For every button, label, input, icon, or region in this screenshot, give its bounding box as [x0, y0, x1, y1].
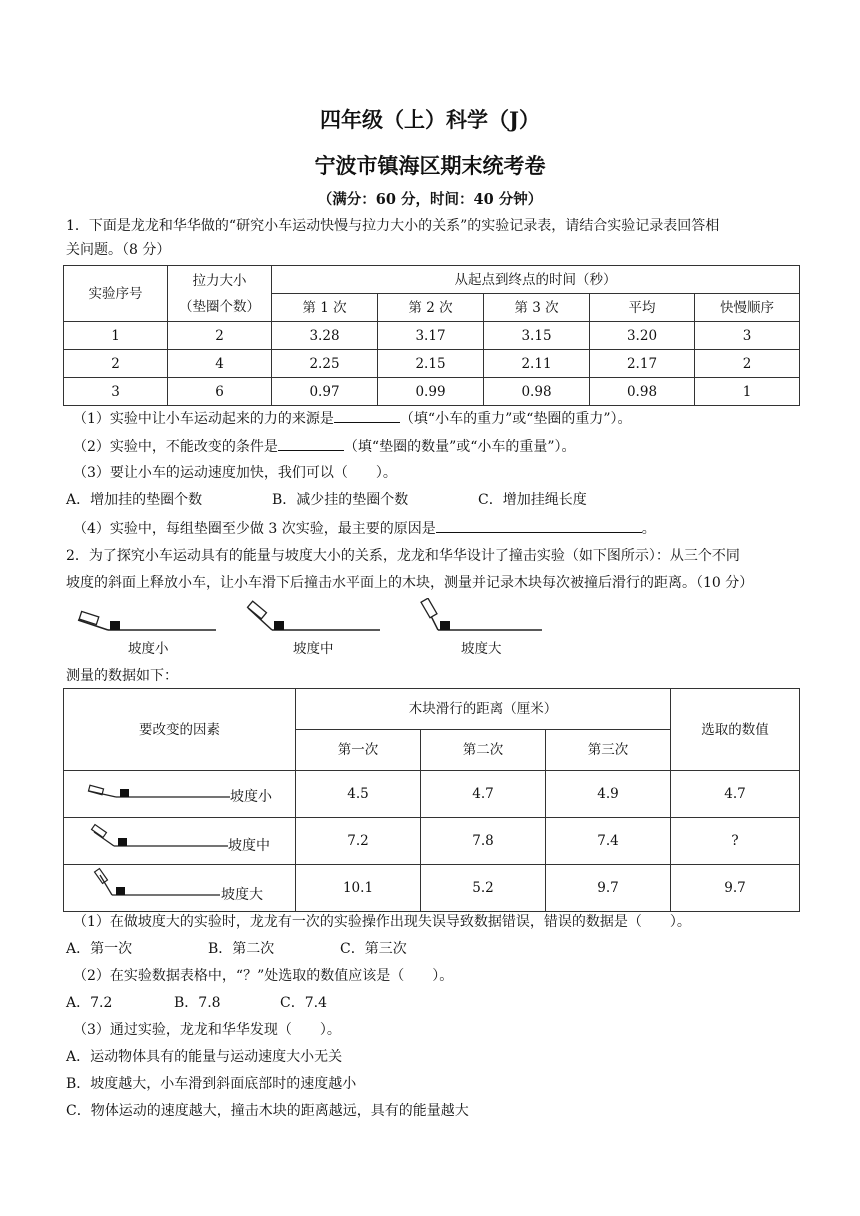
q1-header-order: 快慢顺序	[695, 294, 800, 322]
table-row	[64, 322, 800, 350]
q1-cell: 2.15	[378, 350, 484, 378]
q1-header-t3: 第 3 次	[484, 294, 590, 322]
q2-sub2-option-c: C．7.4	[280, 995, 327, 1011]
q2-cell: 4.7	[421, 771, 546, 818]
q2-sub3-option-c: C．物体运动的速度越大，撞击木块的距离越远，具有的能量越大	[66, 1103, 469, 1119]
slope-medium-figure	[64, 818, 295, 864]
table-row	[64, 771, 800, 818]
q2-table	[63, 688, 800, 912]
q2-sub3-option-a: A．运动物体具有的能量与运动速度大小无关	[66, 1049, 343, 1065]
slope-large-diagram	[414, 598, 546, 636]
q1-cell: 2	[168, 322, 272, 350]
q2-header-d3: 第三次	[546, 730, 671, 771]
table-row	[64, 865, 800, 912]
q1-header-t1: 第 1 次	[272, 294, 378, 322]
q1-sub1-text-b: （填“小车的重力”或“垫圈的重力”）。	[399, 411, 632, 427]
q1-cell: 0.99	[378, 378, 484, 406]
q1-cell: 4	[168, 350, 272, 378]
q2-cell: ?	[671, 818, 800, 865]
q1-sub2	[73, 436, 576, 457]
q2-sub2-option-a: A．7.2	[66, 995, 113, 1011]
exam-subtitle: 宁波市镇海区期末统考卷	[314, 153, 546, 178]
q1-cell: 3.15	[484, 322, 590, 350]
q1-table	[63, 265, 800, 406]
q2-cell: 4.5	[296, 771, 421, 818]
q1-intro-line2: 关问题。（8 分）	[66, 242, 171, 258]
q1-cell: 6	[168, 378, 272, 406]
q1-sub2-text-b: （填“垫圈的数量”或“小车的重量”）。	[343, 439, 576, 455]
q1-cell: 0.98	[484, 378, 590, 406]
q2-intro-line2: 坡度的斜面上释放小车，让小车滑下后撞击水平面上的木块，测量并记录木块每次被撞后滑行的距离。（10 分）	[66, 575, 754, 591]
q1-sub2-text-a: （2）实验中，不能改变的条件是	[73, 439, 278, 455]
q2-cell: 7.2	[296, 818, 421, 865]
q2-sub2: （2）在实验数据表格中，“？”处选取的数值应该是（ ）。	[73, 968, 454, 984]
q2-factor-cell	[64, 818, 296, 865]
slope-medium-label: 坡度中	[293, 641, 334, 657]
slope-small-diagram	[72, 604, 222, 636]
q2-cell: 4.9	[546, 771, 671, 818]
q2-cell: 4.7	[671, 771, 800, 818]
score-info: （满分：60 分，时间：40 分钟）	[317, 191, 543, 208]
q1-cell: 3	[64, 378, 168, 406]
q1-sub3: （3）要让小车的运动速度加快，我们可以（ ）。	[73, 465, 397, 481]
q1-header-force	[168, 266, 272, 322]
q1-intro-line1: 1．下面是龙龙和华华做的“研究小车运动快慢与拉力大小的关系”的实验记录表，请结合实验记录表回答相	[66, 218, 720, 234]
q2-header-selected: 选取的数值	[671, 689, 800, 771]
q1-header-time-group: 从起点到终点的时间（秒）	[272, 266, 800, 294]
q2-header-dist-group: 木块滑行的距离（厘米）	[296, 689, 671, 730]
q2-row-label: 坡度小	[230, 789, 272, 805]
exam-title: 四年级（上）科学（J）	[320, 107, 540, 132]
slope-small-figure	[64, 771, 295, 817]
q2-header-d1: 第一次	[296, 730, 421, 771]
q2-cell: 7.8	[421, 818, 546, 865]
q1-cell: 2	[64, 350, 168, 378]
q2-sub1: （1）在做坡度大的实验时，龙龙有一次的实验操作出现失误导致数据错误，错误的数据是（ ）。	[73, 914, 691, 930]
q1-cell: 2.17	[590, 350, 695, 378]
q1-sub4	[73, 518, 656, 539]
slope-large-figure	[64, 865, 295, 911]
q2-intro-line1: 2．为了探究小车运动具有的能量与坡度大小的关系，龙龙和华华设计了撞击实验（如下图所示）：从三个不同	[66, 548, 740, 564]
slope-large-label: 坡度大	[461, 641, 502, 657]
q1-cell: 1	[695, 378, 800, 406]
q2-sub1-option-a: A．第一次	[66, 941, 133, 957]
answer-blank[interactable]	[334, 408, 400, 423]
slope-small-label: 坡度小	[128, 641, 169, 657]
table-row	[64, 378, 800, 406]
q1-cell: 0.97	[272, 378, 378, 406]
q1-cell: 3.17	[378, 322, 484, 350]
q2-row-label: 坡度中	[228, 838, 270, 854]
table-row	[64, 818, 800, 865]
q1-cell: 0.98	[590, 378, 695, 406]
q1-sub4-text-a: （4）实验中，每组垫圈至少做 3 次实验，最主要的原因是	[73, 521, 436, 537]
q1-header-seq: 实验序号	[64, 266, 168, 322]
q1-header-t2: 第 2 次	[378, 294, 484, 322]
q1-header-avg: 平均	[590, 294, 695, 322]
q2-sub1-option-c: C．第三次	[340, 941, 407, 957]
answer-blank[interactable]	[278, 436, 344, 451]
q1-sub3-option-a: A．增加挂的垫圈个数	[66, 492, 203, 508]
q2-cell: 9.7	[546, 865, 671, 912]
answer-blank[interactable]	[436, 518, 642, 533]
q2-header-d2: 第二次	[421, 730, 546, 771]
q2-factor-cell	[64, 771, 296, 818]
slope-medium-diagram	[240, 600, 384, 636]
q2-sub1-option-b: B．第二次	[208, 941, 275, 957]
q1-header-force-line2: （垫圈个数）	[179, 298, 260, 315]
q2-cell: 5.2	[421, 865, 546, 912]
q1-cell: 3	[695, 322, 800, 350]
q1-sub4-text-b: 。	[641, 521, 656, 537]
q1-cell: 2	[695, 350, 800, 378]
q2-cell: 9.7	[671, 865, 800, 912]
q1-sub3-option-c: C．增加挂绳长度	[478, 492, 587, 508]
q1-cell: 3.28	[272, 322, 378, 350]
q2-cell: 7.4	[546, 818, 671, 865]
q1-cell: 1	[64, 322, 168, 350]
q1-cell: 2.25	[272, 350, 378, 378]
q1-cell: 3.20	[590, 322, 695, 350]
q2-header-factor: 要改变的因素	[64, 689, 296, 771]
q2-row-label: 坡度大	[221, 887, 263, 903]
q2-cell: 10.1	[296, 865, 421, 912]
q2-sub3-option-b: B．坡度越大，小车滑到斜面底部时的速度越小	[66, 1076, 357, 1092]
table-row	[64, 350, 800, 378]
q2-data-intro: 测量的数据如下：	[66, 668, 178, 684]
q1-sub1-text-a: （1）实验中让小车运动起来的力的来源是	[73, 411, 334, 427]
q2-sub2-option-b: B．7.8	[174, 995, 221, 1011]
q2-factor-cell	[64, 865, 296, 912]
q2-sub3: （3）通过实验，龙龙和华华发现（ ）。	[73, 1022, 341, 1038]
q1-header-force-line1: 拉力大小	[192, 272, 247, 289]
q1-cell: 2.11	[484, 350, 590, 378]
q1-sub1	[73, 408, 632, 429]
q1-sub3-option-b: B．减少挂的垫圈个数	[272, 492, 409, 508]
